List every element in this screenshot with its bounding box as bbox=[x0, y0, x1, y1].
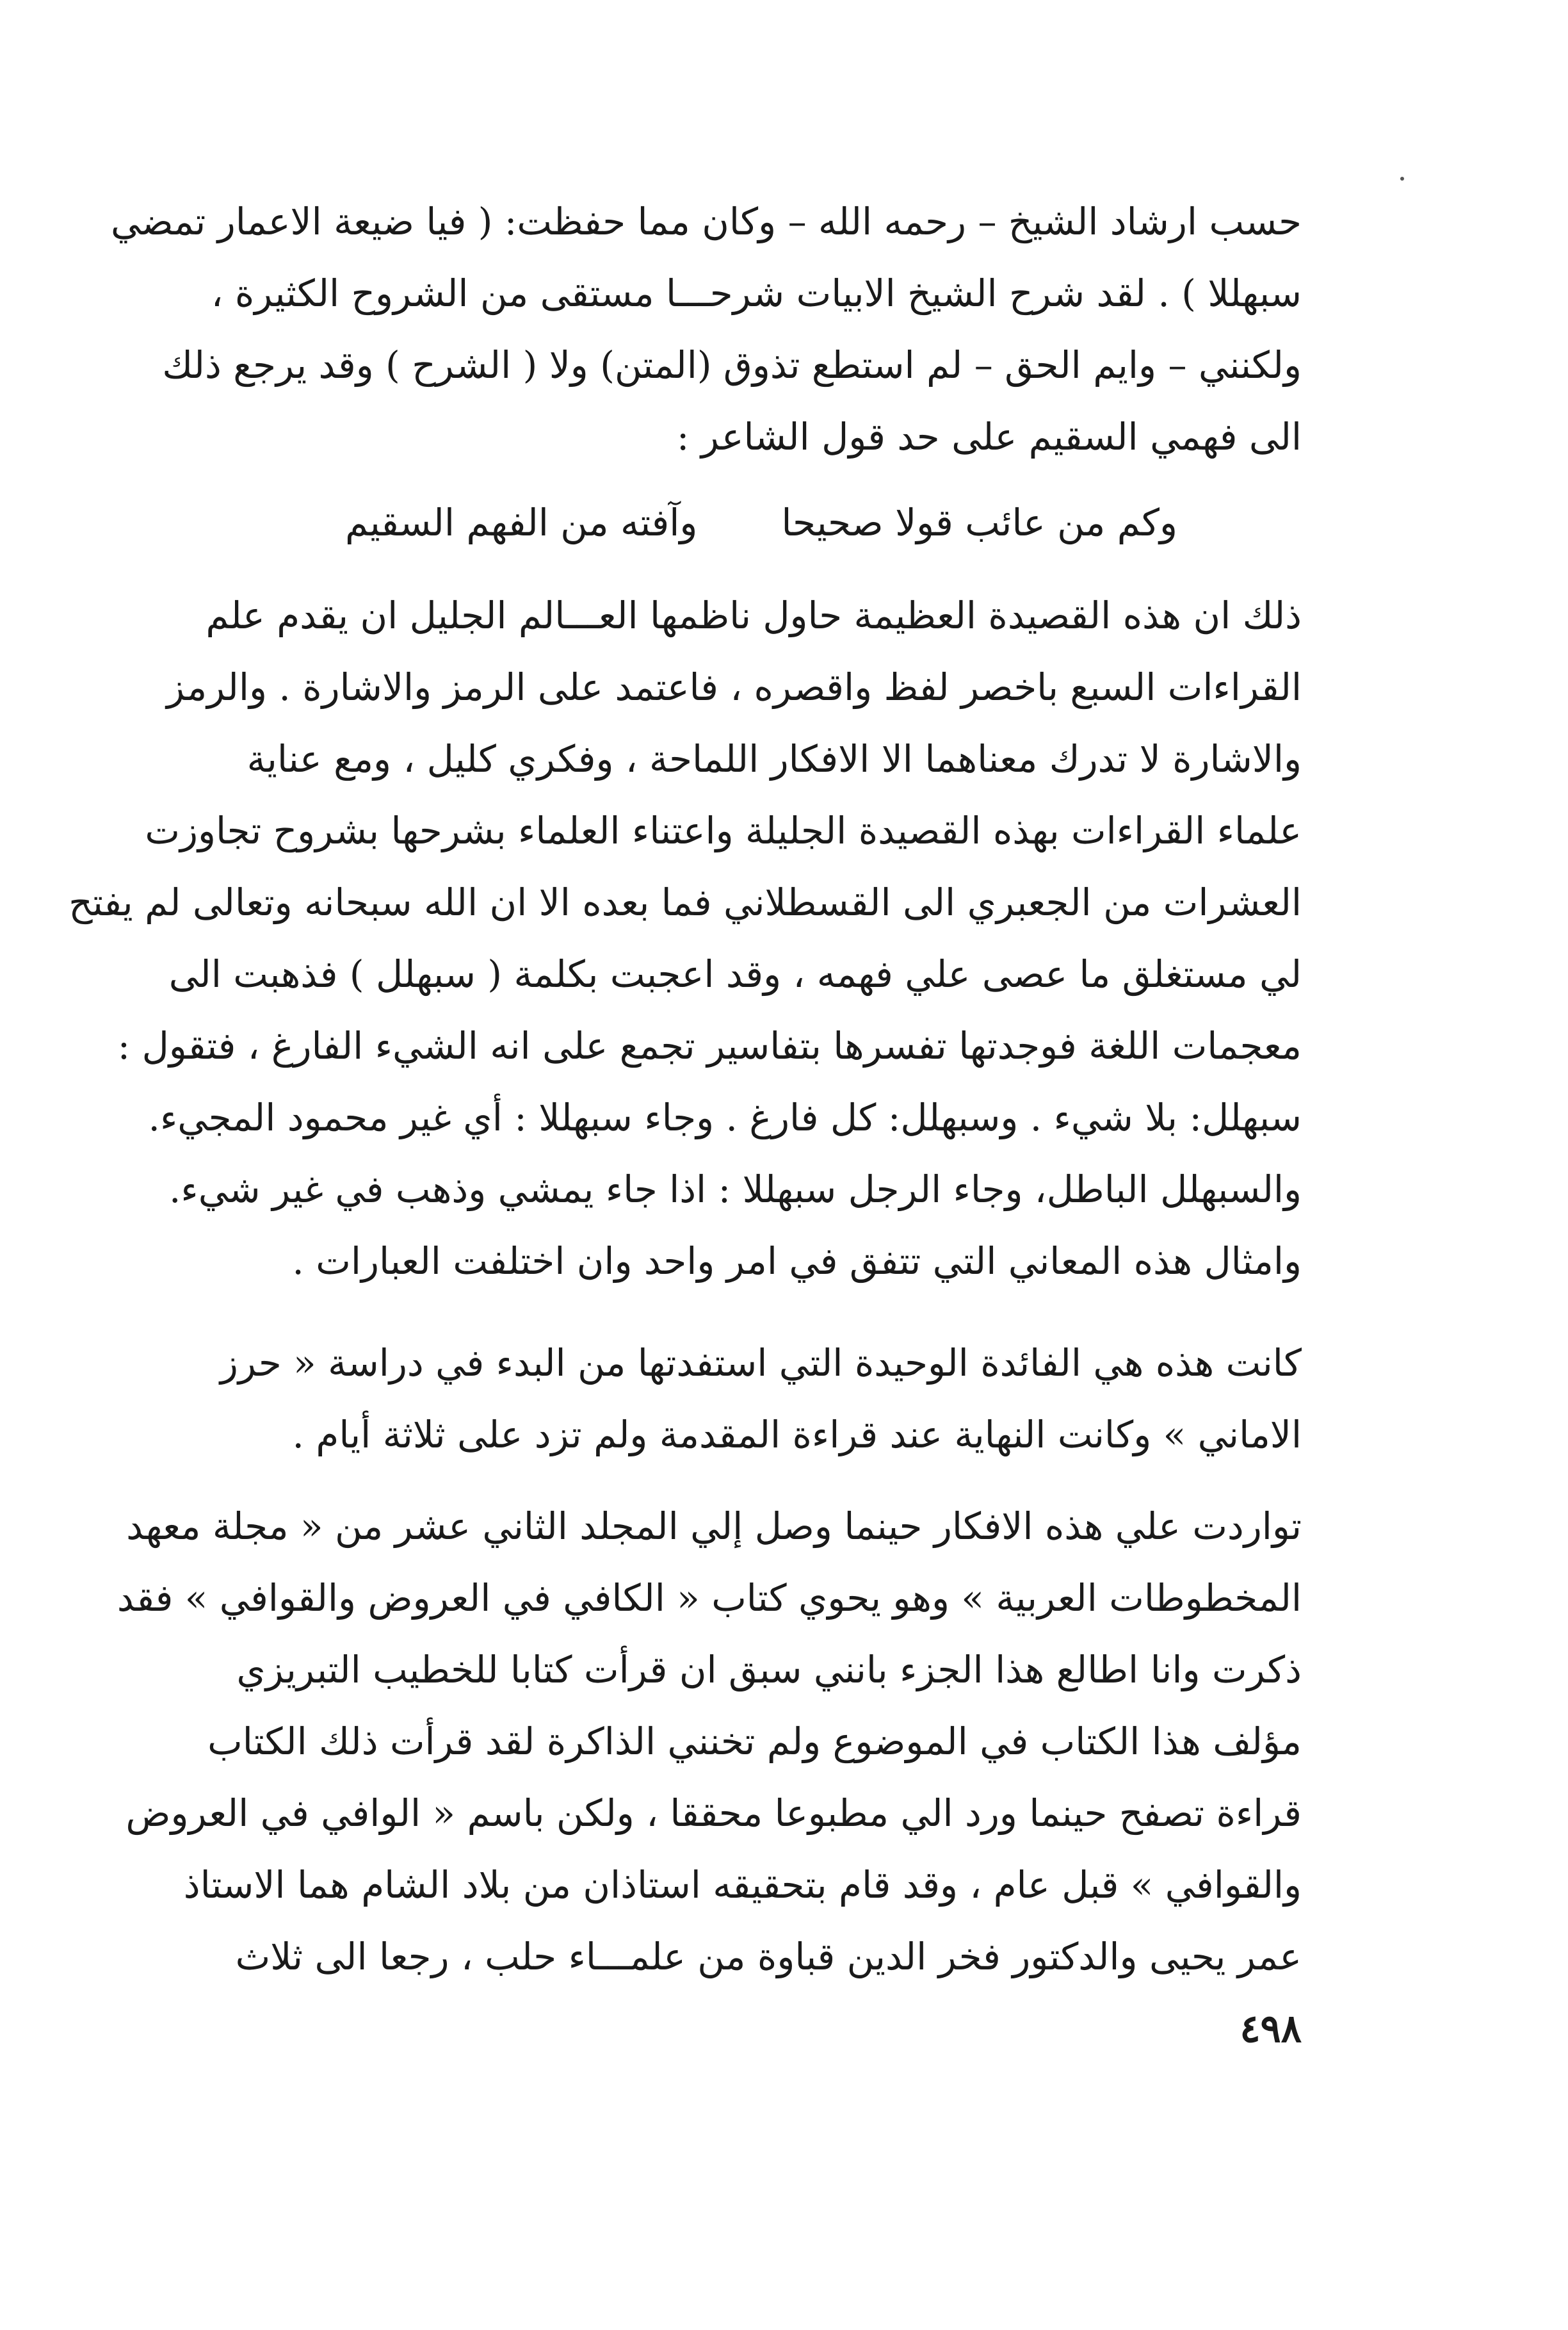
text-line: والاشارة لا تدرك معناهما الا الافكار اللماحة ، وفكري كليل ، ومع عناية bbox=[247, 737, 1302, 781]
page-number: ٤٩٨ bbox=[1240, 2007, 1302, 2051]
text-line: المخطوطات العربية » وهو يحوي كتاب « الكافي في العروض والقوافي » فقد bbox=[117, 1576, 1302, 1620]
verse-second-hemistich: وآفته من الفهم السقيم bbox=[345, 501, 698, 544]
text-line: سبهلل: بلا شيء . وسبهلل: كل فارغ . وجاء سبهللا : أي غير محمود المجيء. bbox=[148, 1096, 1302, 1139]
text-line: علماء القراءات بهذه القصيدة الجليلة واعتناء العلماء بشرحها بشروح تجاوزت bbox=[145, 809, 1302, 852]
paragraph-3 bbox=[220, 1327, 1302, 1471]
paragraph-4 bbox=[117, 1490, 1302, 1992]
paragraph-2 bbox=[69, 580, 1302, 1297]
text-line: معجمات اللغة فوجدتها تفسرها بتفاسير تجمع على انه الشيء الفارغ ، فتقول : bbox=[117, 1024, 1302, 1068]
poetry-verse bbox=[345, 487, 1177, 558]
text-line: سبهللا ) . لقد شرح الشيخ الابيات شرحـــا مستقى من الشروح الكثيرة ، bbox=[211, 272, 1302, 315]
scan-speck bbox=[1400, 177, 1404, 181]
text-line: تواردت علي هذه الافكار حينما وصل إلي المجلد الثاني عشر من « مجلة معهد bbox=[126, 1504, 1302, 1548]
text-line: العشرات من الجعبري الى القسطلاني فما بعده الا ان الله سبحانه وتعالى لم يفتح bbox=[69, 881, 1302, 924]
text-line: كانت هذه هي الفائدة الوحيدة التي استفدتها من البدء في دراسة « حرز bbox=[220, 1341, 1302, 1385]
text-line: والقوافي » قبل عام ، وقد قام بتحقيقه استاذان من بلاد الشام هما الاستاذ bbox=[183, 1863, 1302, 1907]
text-line: ذلك ان هذه القصيدة العظيمة حاول ناظمها العـــالم الجليل ان يقدم علم bbox=[206, 594, 1302, 637]
text-line: الاماني » وكانت النهاية عند قراءة المقدمة ولم تزد على ثلاثة أيام . bbox=[292, 1413, 1302, 1456]
paragraph-1 bbox=[110, 186, 1302, 473]
text-line: والسبهلل الباطل، وجاء الرجل سبهللا : اذا جاء يمشي وذهب في غير شيء. bbox=[169, 1168, 1302, 1211]
text-line: عمر يحيى والدكتور فخر الدين قباوة من علمـــاء حلب ، رجعا الى ثلاث bbox=[235, 1935, 1302, 1978]
text-line: ولكنني – وايم الحق – لم استطع تذوق (المتن) ولا ( الشرح ) وقد يرجع ذلك bbox=[162, 343, 1302, 387]
verse-first-hemistich: وكم من عائب قولا صحيحا bbox=[781, 501, 1177, 544]
text-line: ذكرت وانا اطالع هذا الجزء بانني سبق ان قرأت كتابا للخطيب التبريزي bbox=[236, 1648, 1302, 1691]
text-line: القراءات السبع باخصر لفظ واقصره ، فاعتمد على الرمز والاشارة . والرمز bbox=[166, 665, 1302, 709]
text-line: حسب ارشاد الشيخ – رحمه الله – وكان مما حفظت: ( فيا ضيعة الاعمار تمضي bbox=[110, 200, 1302, 243]
text-line: مؤلف هذا الكتاب في الموضوع ولم تخنني الذاكرة لقد قرأت ذلك الكتاب bbox=[207, 1720, 1302, 1763]
text-line: وامثال هذه المعاني التي تتفق في امر واحد وان اختلفت العبارات . bbox=[292, 1239, 1302, 1283]
text-line: لي مستغلق ما عصى علي فهمه ، وقد اعجبت بكلمة ( سبهلل ) فذهبت الى bbox=[168, 952, 1302, 996]
text-line: الى فهمي السقيم على حد قول الشاعر : bbox=[676, 415, 1302, 459]
text-line: قراءة تصفح حينما ورد الي مطبوعا محققا ، ولكن باسم « الوافي في العروض bbox=[125, 1791, 1302, 1835]
